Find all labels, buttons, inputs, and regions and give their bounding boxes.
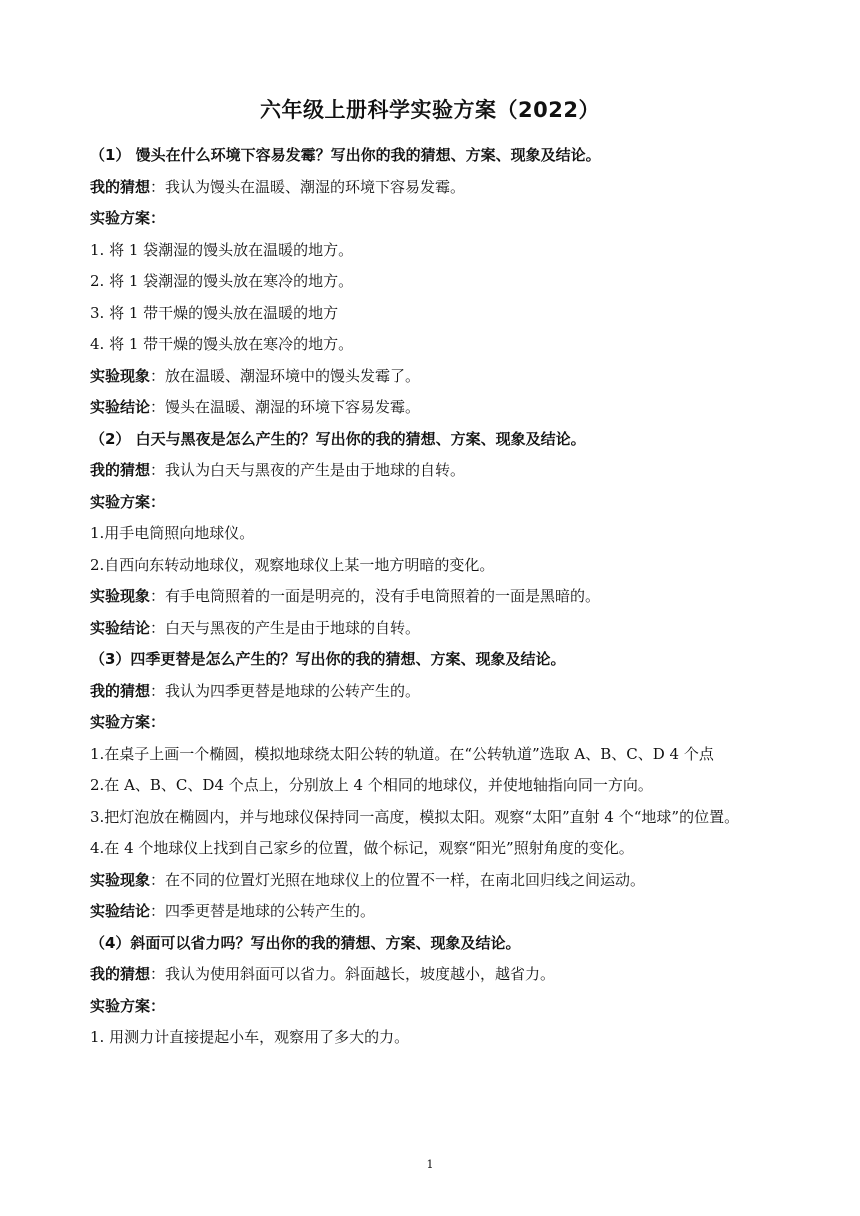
plan-label: 实验方案：: [90, 209, 166, 227]
phenomenon-line: [90, 865, 780, 897]
phenomenon-text: ：有手电筒照着的一面是明亮的，没有手电筒照着的一面是黑暗的。: [150, 587, 601, 605]
guess-text: ：我认为白天与黑夜的产生是由于地球的自转。: [150, 461, 466, 479]
phenomenon-label: 实验现象: [90, 366, 151, 385]
question-heading: （3）四季更替是怎么产生的？写出你的我的猜想、方案、现象及结论。: [90, 650, 566, 668]
plan-step: 3.把灯泡放在椭圆内，并与地球仪保持同一高度，模拟太阳。观察“太阳”直射 4 个“地球”的位置。: [90, 807, 740, 826]
conclusion-label: 实验结论: [90, 398, 151, 416]
plan-step: 1. 用测力计直接提起小车，观察用了多大的力。: [90, 1028, 410, 1046]
question-heading: （1） 馒头在什么环境下容易发霉？写出你的我的猜想、方案、现象及结论。: [90, 146, 601, 164]
plan-label: 实验方案：: [90, 996, 166, 1015]
conclusion-label: 实验结论: [90, 618, 151, 637]
question-heading: （4）斜面可以省力吗？写出你的我的猜想、方案、现象及结论。: [90, 933, 521, 952]
conclusion-line: [90, 896, 780, 928]
phenomenon-text: ：放在温暖、潮湿环境中的馒头发霉了。: [150, 366, 421, 385]
document-body: [90, 140, 780, 1054]
conclusion-line: [90, 613, 780, 645]
guess-label: 我的猜想: [90, 681, 151, 700]
plan-step: 1.在桌子上画一个椭圆，模拟地球绕太阳公转的轨道。在“公转轨道”选取 A、B、C、D 4 个点: [90, 744, 714, 763]
guess-line: [90, 959, 780, 991]
guess-label: 我的猜想: [90, 177, 151, 196]
question-heading: （2） 白天与黑夜是怎么产生的？写出你的我的猜想、方案、现象及结论。: [90, 429, 586, 448]
phenomenon-label: 实验现象: [90, 870, 151, 889]
phenomenon-text: ：在不同的位置灯光照在地球仪上的位置不一样，在南北回归线之间运动。: [150, 870, 646, 889]
conclusion-text: ：白天与黑夜的产生是由于地球的自转。: [150, 618, 421, 637]
guess-line: [90, 676, 780, 708]
phenomenon-line: [90, 361, 780, 393]
plan-step: 1.用手电筒照向地球仪。: [90, 524, 255, 542]
guess-text: ：我认为四季更替是地球的公转产生的。: [150, 681, 421, 700]
plan-step: 4.在 4 个地球仪上找到自己家乡的位置，做个标记，观察“阳光”照射角度的变化。: [90, 839, 634, 857]
conclusion-text: ：四季更替是地球的公转产生的。: [150, 902, 376, 920]
plan-label: 实验方案：: [90, 713, 166, 731]
guess-line: [90, 455, 780, 487]
phenomenon-line: [90, 581, 780, 613]
plan-step: 3. 将 1 带干燥的馒头放在温暖的地方: [90, 303, 339, 322]
plan-step: 2.在 A、B、C、D4 个点上，分别放上 4 个相同的地球仪，并使地轴指向同一方向。: [90, 776, 653, 794]
plan-step: 2. 将 1 袋潮湿的馒头放在寒冷的地方。: [90, 272, 354, 290]
page-number: 1: [426, 1158, 434, 1171]
guess-text: ：我认为使用斜面可以省力。斜面越长，坡度越小，越省力。: [150, 965, 556, 983]
guess-label: 我的猜想: [90, 461, 151, 479]
conclusion-text: ：馒头在温暖、潮湿的环境下容易发霉。: [150, 398, 421, 416]
guess-line: [90, 172, 780, 204]
guess-text: ：我认为馒头在温暖、潮湿的环境下容易发霉。: [150, 177, 466, 196]
conclusion-line: [90, 392, 780, 424]
phenomenon-label: 实验现象: [90, 587, 151, 605]
plan-step: 1. 将 1 袋潮湿的馒头放在温暖的地方。: [90, 240, 354, 259]
guess-label: 我的猜想: [90, 965, 151, 983]
plan-step: 4. 将 1 带干燥的馒头放在寒冷的地方。: [90, 335, 354, 353]
plan-label: 实验方案：: [90, 492, 166, 511]
conclusion-label: 实验结论: [90, 902, 151, 920]
document-title: 六年级上册科学实验方案（2022）: [260, 98, 600, 122]
plan-step: 2.自西向东转动地球仪，观察地球仪上某一地方明暗的变化。: [90, 555, 495, 574]
